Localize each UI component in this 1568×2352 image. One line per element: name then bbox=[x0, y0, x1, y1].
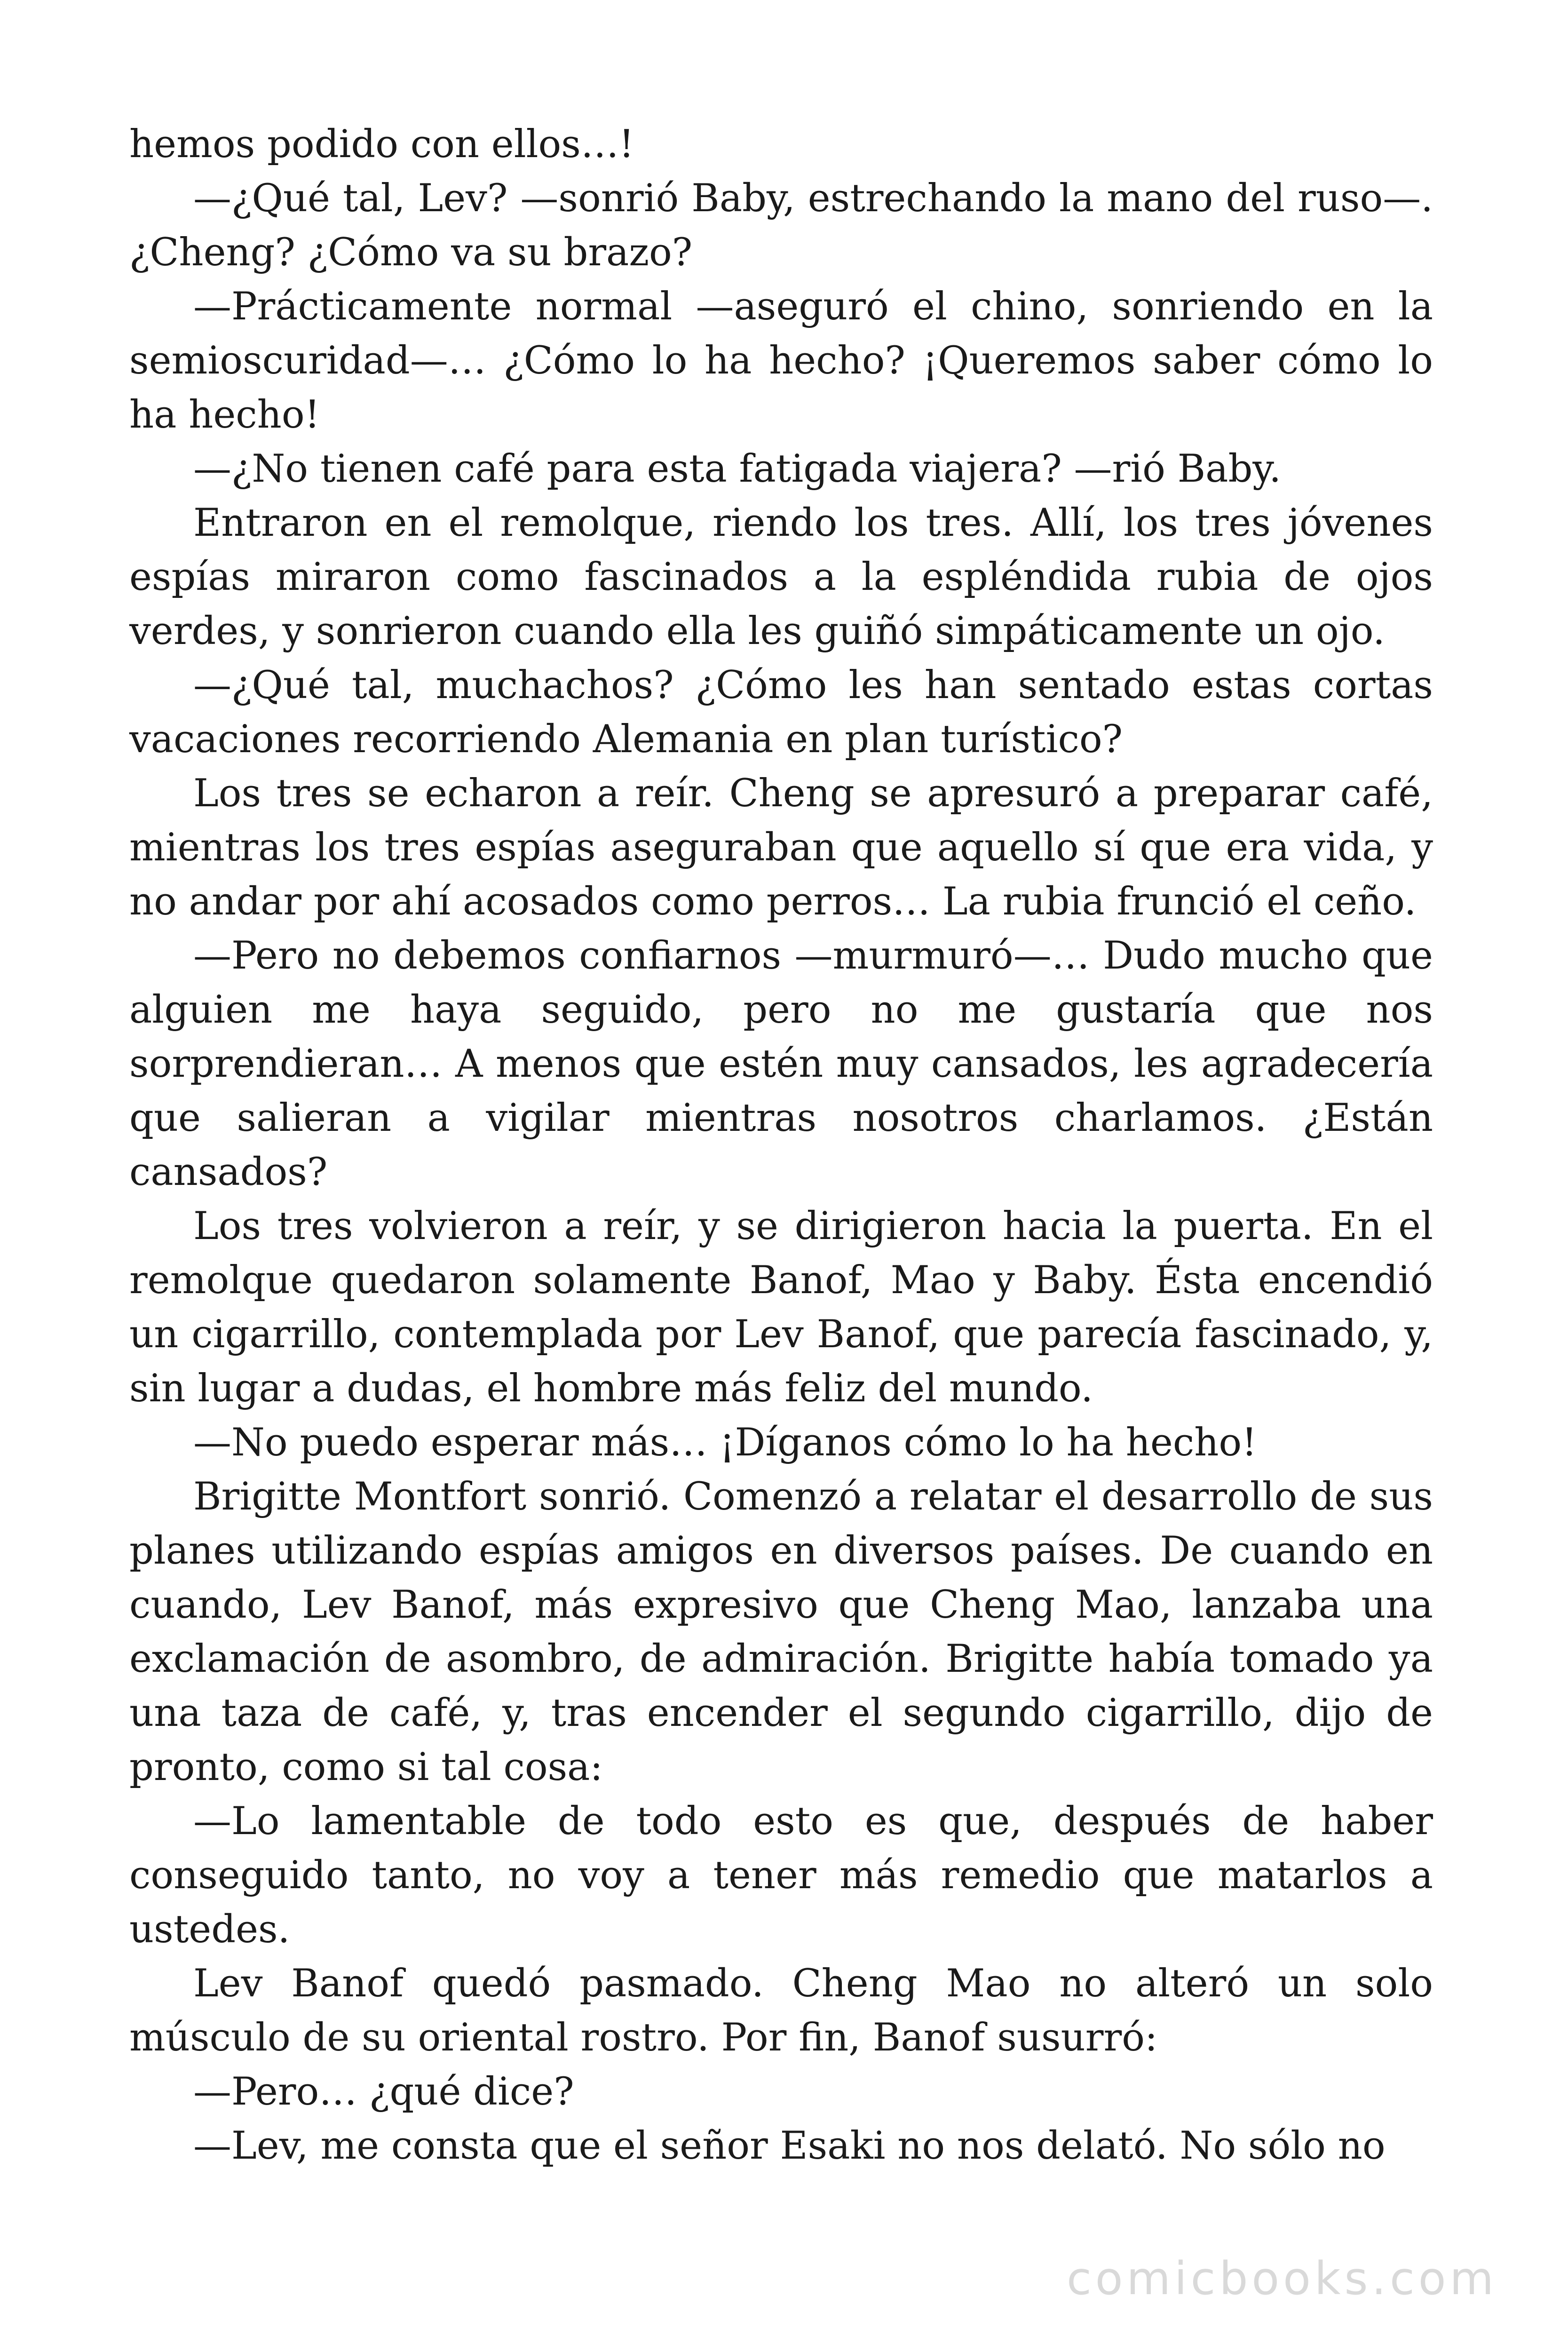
paragraph: Los tres volvieron a reír, y se dirigieron hacia la puerta. En el remolque quedaron solamente Banof, Mao y Baby. Ésta encendió un cigarrillo, contemplada por Lev Banof, que parecía fascinado, y, sin lugar a dudas, el hombre más feliz del mundo. bbox=[129, 1204, 1433, 1411]
paragraph: —No puedo esperar más… ¡Díganos cómo lo ha hecho! bbox=[193, 1421, 1257, 1465]
paragraph: —Pero no debemos confiarnos —murmuró—… Dudo mucho que alguien me haya seguido, pero no me gustaría que nos sorprendieran… A menos que estén muy cansados, les agradecería que salieran a vigilar mientras nosotros charlamos. ¿Están cansados? bbox=[129, 934, 1433, 1194]
paragraph: —¿No tienen café para esta fatigada viajera? —rió Baby. bbox=[193, 447, 1282, 491]
paragraph: —¿Qué tal, muchachos? ¿Cómo les han sentado estas cortas vacaciones recorriendo Alemania en plan turístico? bbox=[129, 663, 1433, 762]
watermark: comicbooks.com bbox=[1066, 2252, 1497, 2305]
paragraph: Brigitte Montfort sonrió. Comenzó a relatar el desarrollo de sus planes utilizando espías amigos en diversos países. De cuando en cuando, Lev Banof, más expresivo que Cheng Mao, lanzaba una exclamación de asombro, de admiración. Brigitte había tomado ya una taza de café, y, tras encender el segundo cigarrillo, dijo de pronto, como si tal cosa: bbox=[129, 1475, 1433, 1789]
paragraph: —Prácticamente normal —aseguró el chino, sonriendo en la semioscuridad—… ¿Cómo lo ha hecho? ¡Queremos saber cómo lo ha hecho! bbox=[129, 285, 1433, 437]
paragraph: —Pero… ¿qué dice? bbox=[193, 2070, 574, 2114]
paragraph: —Lo lamentable de todo esto es que, después de haber conseguido tanto, no voy a tener más remedio que matarlos a ustedes. bbox=[129, 1799, 1433, 1952]
paragraph: hemos podido con ellos…! bbox=[129, 122, 634, 167]
paragraph: —¿Qué tal, Lev? —sonrió Baby, estrechando la mano del ruso—. ¿Cheng? ¿Cómo va su brazo? bbox=[129, 176, 1433, 275]
book-page-text bbox=[129, 118, 1433, 2173]
paragraph: Lev Banof quedó pasmado. Cheng Mao no alteró un solo músculo de su oriental rostro. Por fin, Banof susurró: bbox=[129, 1962, 1433, 2060]
paragraph: Los tres se echaron a reír. Cheng se apresuró a preparar café, mientras los tres espías aseguraban que aquello sí que era vida, y no andar por ahí acosados como perros… La rubia frunció el ceño. bbox=[129, 771, 1433, 924]
paragraph: —Lev, me consta que el señor Esaki no nos delató. No sólo no bbox=[193, 2124, 1386, 2168]
paragraph: Entraron en el remolque, riendo los tres. Allí, los tres jóvenes espías miraron como fascinados a la espléndida rubia de ojos verdes, y sonrieron cuando ella les guiñó simpáticamente un ojo. bbox=[129, 501, 1433, 653]
